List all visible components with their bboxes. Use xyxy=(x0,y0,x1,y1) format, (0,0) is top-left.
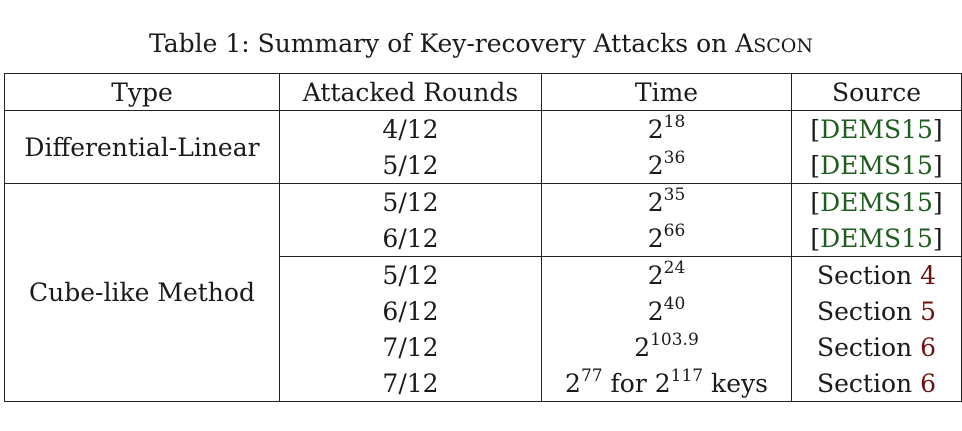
time-cell: $2^{24}$ xyxy=(542,257,792,294)
section-ref-link[interactable]: 6 xyxy=(920,368,936,398)
header-time: Time xyxy=(542,74,792,111)
table-row xyxy=(5,111,962,148)
citation-link[interactable]: DEMS15 xyxy=(820,150,933,180)
citation-link[interactable]: DEMS15 xyxy=(820,187,933,217)
caption-cipher-rest: SCON xyxy=(753,35,814,57)
source-cell: Section 6 xyxy=(792,365,962,402)
caption-prefix: Table 1: Summary of Key-recovery Attacks on xyxy=(148,29,736,58)
rounds-cell: 4/12 xyxy=(280,111,542,148)
header-source: Source xyxy=(792,74,962,111)
time-cell: $2^{66}$ xyxy=(542,220,792,257)
header-rounds: Attacked Rounds xyxy=(280,74,542,111)
source-cell: Section 5 xyxy=(792,293,962,329)
caption-cipher-initial: A xyxy=(735,29,754,58)
attacks-table xyxy=(4,73,962,402)
type-cell: Cube-like Method xyxy=(5,184,280,402)
source-cell: [DEMS15] xyxy=(792,220,962,257)
rounds-cell: 6/12 xyxy=(280,293,542,329)
header-type: Type xyxy=(5,74,280,111)
source-cell: [DEMS15] xyxy=(792,111,962,148)
rounds-cell: 7/12 xyxy=(280,365,542,402)
source-cell: Section 6 xyxy=(792,329,962,365)
time-cell: $2^{77}$ for $2^{117}$ keys xyxy=(542,365,792,402)
rounds-cell: 7/12 xyxy=(280,329,542,365)
header-row xyxy=(5,74,962,111)
table-caption xyxy=(0,26,962,64)
time-cell: $2^{36}$ xyxy=(542,147,792,184)
type-cell: Differential-Linear xyxy=(5,111,280,184)
rounds-cell: 5/12 xyxy=(280,147,542,184)
table-row xyxy=(5,184,962,221)
source-cell: [DEMS15] xyxy=(792,147,962,184)
source-cell: [DEMS15] xyxy=(792,184,962,221)
time-cell: $2^{35}$ xyxy=(542,184,792,221)
rounds-cell: 6/12 xyxy=(280,220,542,257)
time-cell: $2^{18}$ xyxy=(542,111,792,148)
citation-link[interactable]: DEMS15 xyxy=(820,114,933,144)
rounds-cell: 5/12 xyxy=(280,257,542,294)
section-ref-link[interactable]: 6 xyxy=(920,332,936,362)
section-ref-link[interactable]: 4 xyxy=(920,260,936,290)
rounds-cell: 5/12 xyxy=(280,184,542,221)
section-ref-link[interactable]: 5 xyxy=(920,296,936,326)
time-cell: $2^{40}$ xyxy=(542,293,792,329)
source-cell: Section 4 xyxy=(792,257,962,294)
citation-link[interactable]: DEMS15 xyxy=(820,223,933,253)
time-cell: $2^{103.9}$ xyxy=(542,329,792,365)
